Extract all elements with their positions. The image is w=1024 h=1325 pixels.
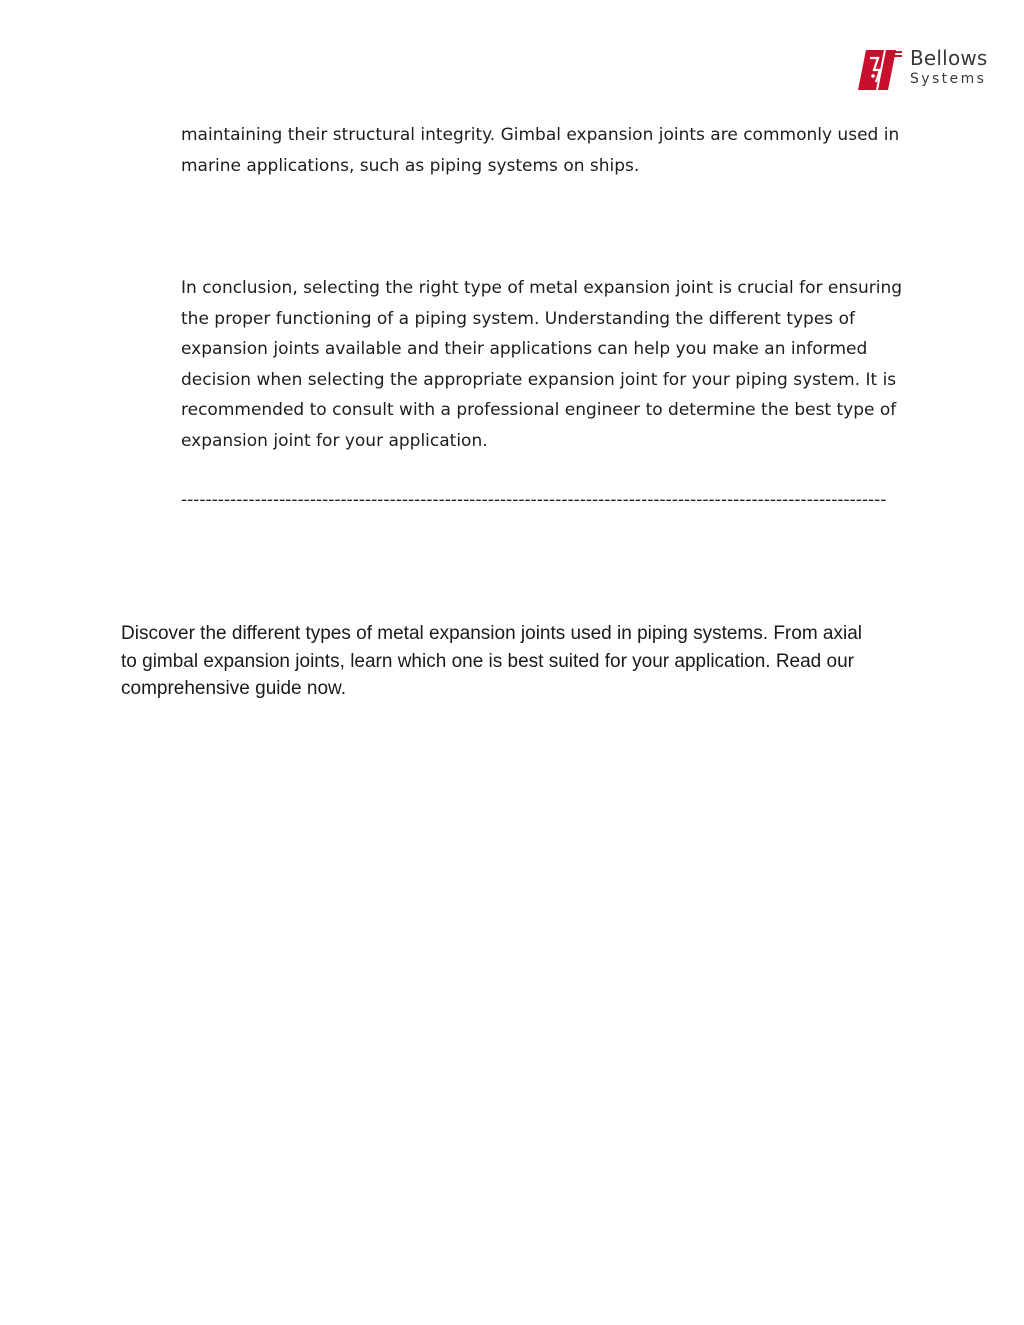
logo-mark-icon (856, 46, 904, 94)
logo-wordmark (910, 46, 988, 88)
dashed-separator: ------------------------------------------------------------------------------------------------------------------- (181, 490, 887, 510)
bellows-systems-logo (856, 46, 996, 94)
logo-text-bellows: Bellows (910, 46, 988, 70)
logo-text-systems: Systems (910, 71, 987, 87)
paragraph-conclusion: In conclusion, selecting the right type of metal expansion joint is crucial for ensuring the proper functioning of a piping system. Understanding the different types of expansion joints available and their applications can help you make an informed decision when selecting the appropriate expansion joint for your piping system. It is recommended to consult with a professional engineer to determine the best type of expansion joint for your application. (181, 278, 903, 451)
paragraph-gimbal-joints: maintaining their structural integrity. Gimbal expansion joints are commonly used in marine applications, such as piping systems on ships. (181, 125, 900, 176)
meta-description: Discover the different types of metal expansion joints used in piping systems. From axial to gimbal expansion joints, learn which one is best suited for your application. Read our comprehensive guide now. (121, 623, 862, 699)
